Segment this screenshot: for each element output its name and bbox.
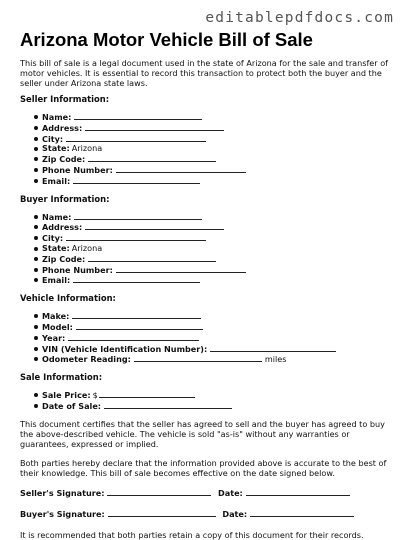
field-label: State: bbox=[42, 143, 70, 154]
seller-city-field[interactable] bbox=[66, 134, 206, 142]
odometer-unit: miles bbox=[264, 354, 287, 365]
buyer-address-row bbox=[42, 222, 395, 233]
seller-fields bbox=[20, 112, 395, 187]
seller-name-row bbox=[42, 112, 395, 123]
vehicle-heading: Vehicle Information: bbox=[20, 293, 116, 304]
field-label: City: bbox=[42, 133, 64, 144]
intro-paragraph: This bill of sale is a legal document used in the state of Arizona for the sale and transfer of motor vehicles. It is essential to record this transaction to protect both the buyer and the seller under Arizona state laws. bbox=[20, 58, 388, 88]
seller-signature-label: Seller's Signature: bbox=[20, 487, 105, 498]
document-body bbox=[20, 58, 395, 540]
certification-paragraph: This document certifies that the seller has agreed to sell and the buyer has agreed to buy the above-described vehicle. The vehicle is sold "as-is" without any warranties or guarantees, expressed or implied. bbox=[20, 418, 385, 449]
seller-phone-field[interactable] bbox=[116, 165, 246, 173]
field-label: Model: bbox=[42, 321, 73, 332]
vehicle-vin-row bbox=[42, 344, 395, 355]
sale-date-field[interactable] bbox=[104, 401, 232, 409]
vehicle-vin-field[interactable] bbox=[210, 344, 336, 352]
buyer-email-row bbox=[42, 275, 395, 286]
seller-name-field[interactable] bbox=[74, 112, 202, 120]
buyer-email-field[interactable] bbox=[73, 275, 200, 283]
seller-email-row bbox=[42, 176, 395, 187]
buyer-address-field[interactable] bbox=[85, 222, 224, 230]
field-label: Name: bbox=[42, 112, 72, 122]
vehicle-odometer-field[interactable] bbox=[134, 354, 262, 362]
field-label: Date of Sale: bbox=[42, 400, 102, 411]
field-label: Year: bbox=[42, 332, 66, 343]
buyer-fields bbox=[20, 212, 395, 287]
field-label: Name: bbox=[42, 211, 72, 222]
sale-price-row bbox=[42, 390, 395, 401]
seller-signature-field[interactable] bbox=[107, 488, 211, 496]
document-title: Arizona Motor Vehicle Bill of Sale bbox=[20, 29, 313, 50]
buyer-signature-field[interactable] bbox=[108, 509, 216, 517]
closing-paragraph: It is recommended that both parties retain a copy of this document for their records. bbox=[20, 529, 364, 540]
field-label: Zip Code: bbox=[42, 154, 86, 165]
buyer-zip-row bbox=[42, 254, 395, 265]
sale-heading: Sale Information: bbox=[20, 372, 103, 383]
buyer-date-field[interactable] bbox=[250, 509, 354, 517]
field-label: Address: bbox=[42, 222, 83, 233]
field-label: State: bbox=[42, 242, 70, 253]
sale-fields bbox=[20, 390, 395, 412]
seller-address-row bbox=[42, 123, 395, 134]
vehicle-year-field[interactable] bbox=[68, 333, 199, 341]
seller-phone-row bbox=[42, 165, 395, 176]
sale-date-row bbox=[42, 401, 395, 412]
seller-signature-row bbox=[20, 488, 395, 498]
field-label: Sale Price: bbox=[42, 390, 91, 401]
vehicle-odometer-row bbox=[42, 354, 395, 365]
seller-heading: Seller Information: bbox=[20, 94, 110, 104]
sale-price-field[interactable] bbox=[99, 390, 195, 398]
buyer-heading: Buyer Information: bbox=[20, 193, 110, 204]
field-label: Odometer Reading: bbox=[42, 354, 131, 365]
vehicle-fields bbox=[20, 311, 395, 365]
buyer-date-label: Date: bbox=[222, 508, 248, 519]
field-label: Email: bbox=[42, 275, 71, 286]
buyer-phone-row bbox=[42, 265, 395, 276]
field-label: Make: bbox=[42, 311, 70, 322]
seller-address-field[interactable] bbox=[85, 123, 224, 131]
seller-date-field[interactable] bbox=[246, 488, 350, 496]
field-label: Phone Number: bbox=[42, 164, 113, 175]
seller-email-field[interactable] bbox=[73, 176, 200, 184]
seller-date-label: Date: bbox=[218, 487, 243, 498]
buyer-state-value: Arizona bbox=[71, 242, 103, 253]
seller-state-row bbox=[42, 144, 395, 154]
field-label: Zip Code: bbox=[42, 253, 86, 264]
field-label: Address: bbox=[42, 122, 83, 133]
seller-zip-row bbox=[42, 154, 395, 165]
buyer-zip-field[interactable] bbox=[88, 254, 216, 262]
field-label: City: bbox=[42, 233, 64, 244]
vehicle-model-field[interactable] bbox=[76, 322, 203, 330]
declaration-paragraph: Both parties hereby declare that the information provided above is accurate to the best of their knowledge. This bill of sale becomes effective on the date signed below. bbox=[20, 457, 387, 478]
buyer-name-field[interactable] bbox=[74, 212, 202, 220]
buyer-state-row bbox=[42, 244, 395, 254]
field-label: Email: bbox=[42, 175, 71, 186]
currency-symbol: $ bbox=[92, 390, 98, 401]
seller-zip-field[interactable] bbox=[88, 154, 216, 162]
vehicle-year-row bbox=[42, 333, 395, 344]
buyer-city-field[interactable] bbox=[66, 233, 206, 241]
seller-state-value: Arizona bbox=[71, 143, 103, 154]
vehicle-make-field[interactable] bbox=[72, 311, 201, 319]
buyer-name-row bbox=[42, 212, 395, 223]
field-label: VIN (Vehicle Identification Number): bbox=[42, 343, 208, 354]
watermark: editablepdfdocs.com bbox=[205, 10, 394, 26]
field-label: Phone Number: bbox=[42, 264, 113, 275]
buyer-phone-field[interactable] bbox=[116, 265, 246, 273]
buyer-signature-row bbox=[20, 509, 395, 519]
vehicle-model-row bbox=[42, 322, 395, 333]
buyer-signature-label: Buyer's Signature: bbox=[20, 508, 105, 519]
vehicle-make-row bbox=[42, 311, 395, 322]
